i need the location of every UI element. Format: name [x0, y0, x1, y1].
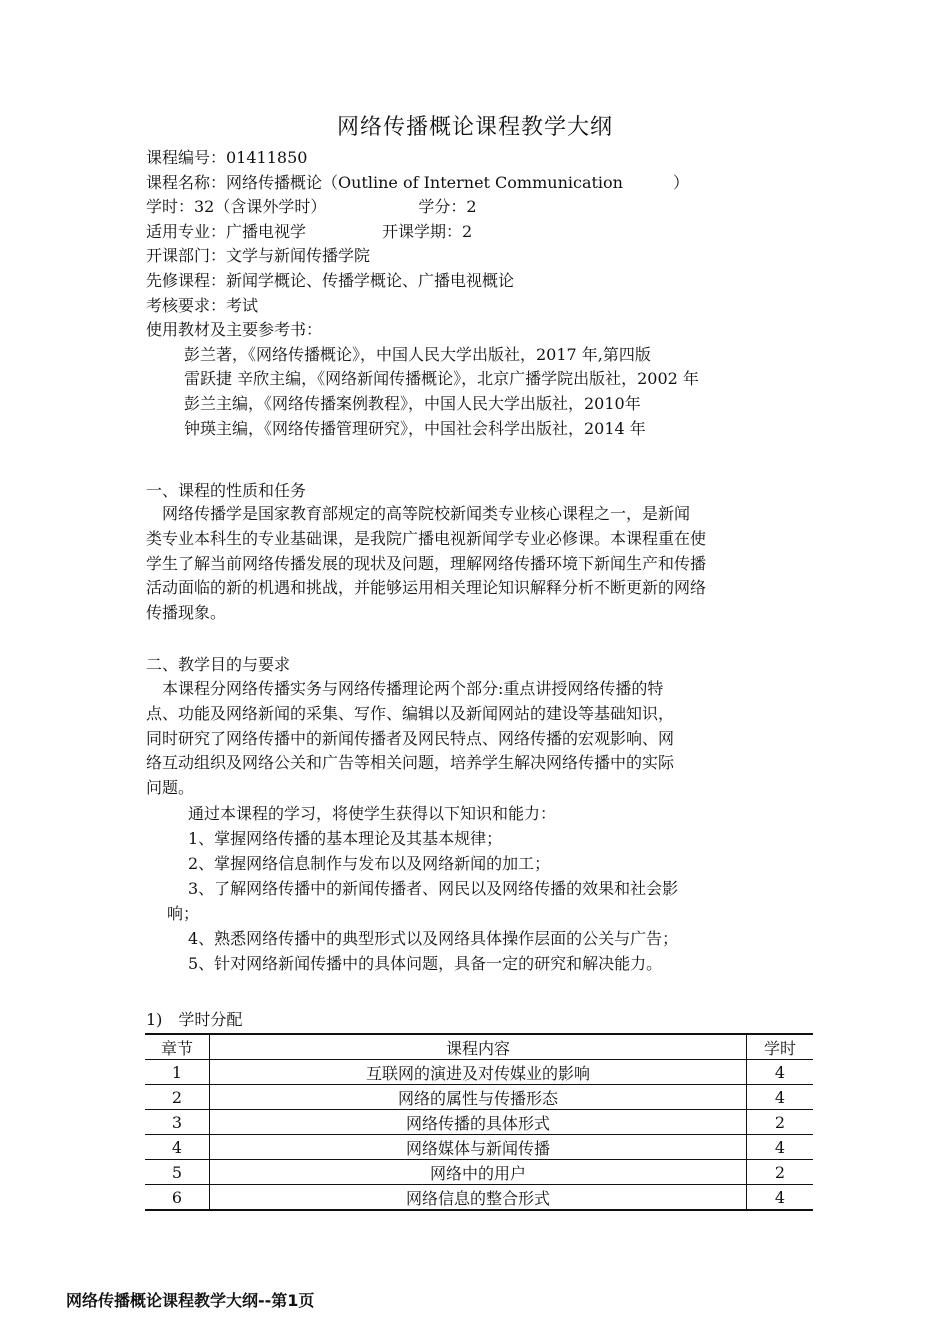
course-credits: 学分：2 — [418, 197, 477, 217]
cell-content: 网络的属性与传播形态 — [210, 1085, 747, 1110]
goals-intro: 通过本课程的学习，将使学生获得以下知识和能力： — [188, 804, 557, 823]
paragraph-line: 网络传播学是国家教育部规定的高等院校新闻类专业核心课程之一，是新闻 — [146, 504, 691, 523]
cell-chapter: 6 — [145, 1185, 210, 1211]
cell-content: 网络媒体与新闻传播 — [210, 1135, 747, 1160]
cell-hours: 4 — [747, 1185, 814, 1211]
cell-hours: 2 — [747, 1160, 814, 1185]
paragraph-line: 类专业本科生的专业基础课，是我院广播电视新闻学专业必修课。本课程重在使 — [146, 528, 707, 548]
section-1-body — [146, 502, 810, 626]
major-semester-row — [146, 220, 699, 245]
paragraph-line: 传播现象。 — [146, 603, 227, 623]
reference-item: 彭兰著，《网络传播概论》，中国人民大学出版社，2017 年,第四版 — [184, 344, 651, 364]
course-department: 开课部门：文学与新闻传播学院 — [146, 246, 371, 266]
table-row — [145, 1085, 813, 1110]
cell-chapter: 4 — [145, 1135, 210, 1160]
section-1-heading: 一、课程的性质和任务 — [146, 481, 307, 500]
cell-hours: 4 — [747, 1135, 814, 1160]
goal-item: 1、掌握网络传播的基本理论及其基本规律； — [188, 829, 503, 848]
header-chapter: 章节 — [145, 1034, 210, 1060]
reference-item: 钟瑛主编，《网络传播管理研究》，中国社会科学出版社，2014 年 — [184, 418, 646, 438]
course-code: 课程编号：01411850 — [146, 148, 308, 167]
header-content: 课程内容 — [210, 1034, 747, 1060]
table-row — [145, 1060, 813, 1085]
section-2-heading: 二、教学目的与要求 — [146, 655, 291, 674]
paragraph-line: 学生了解当前网络传播发展的现状及问题，理解网络传播环境下新闻生产和传播 — [146, 553, 707, 573]
reference-item: 雷跃捷 辛欣主编，《网络新闻传播概论》，北京广播学院出版社，2002 年 — [184, 369, 699, 389]
paragraph-line: 同时研究了网络传播中的新闻传播者及网民特点、网络传播的宏观影响、网 — [146, 728, 675, 748]
goal-item-continuation: 响； — [167, 904, 200, 923]
section-2-body — [146, 677, 810, 801]
course-prerequisites: 先修课程：新闻学概论、传播学概论、广播电视概论 — [146, 270, 515, 290]
hours-table — [145, 1033, 813, 1211]
cell-hours: 4 — [747, 1060, 814, 1085]
header-hours: 学时 — [747, 1034, 814, 1060]
course-meta — [146, 146, 699, 441]
cell-chapter: 1 — [145, 1060, 210, 1085]
course-name-close: ） — [672, 172, 689, 192]
table-row — [145, 1110, 813, 1135]
table-header-row — [145, 1034, 813, 1060]
course-major: 适用专业：广播电视学 — [146, 221, 307, 241]
course-name: 课程名称：网络传播概论（Outline of Internet Communication — [146, 172, 623, 192]
course-name-row — [146, 171, 699, 196]
paragraph-line: 本课程分网络传播实务与网络传播理论两个部分:重点讲授网络传播的特 — [146, 679, 664, 698]
cell-content: 网络中的用户 — [210, 1160, 747, 1185]
table-row — [145, 1185, 813, 1211]
course-semester: 开课学期：2 — [382, 221, 473, 241]
paragraph-line: 点、功能及网络新闻的采集、写作、编辑以及新闻网站的建设等基础知识， — [146, 703, 675, 723]
goal-item: 4、熟悉网络传播中的典型形式以及网络具体操作层面的公关与广告； — [188, 929, 679, 948]
course-hours: 学时：32（含课外学时） — [146, 197, 327, 217]
goal-item: 3、了解网络传播中的新闻传播者、网民以及网络传播的效果和社会影 — [188, 879, 679, 898]
textbooks-label: 使用教材及主要参考书： — [146, 320, 323, 340]
table-row — [145, 1160, 813, 1185]
course-assessment: 考核要求：考试 — [146, 295, 259, 315]
cell-content: 网络传播的具体形式 — [210, 1110, 747, 1135]
cell-chapter: 3 — [145, 1110, 210, 1135]
goal-item: 2、掌握网络信息制作与发布以及网络新闻的加工； — [188, 854, 551, 873]
page-footer: 网络传播概论课程教学大纲--第1页 — [66, 1291, 315, 1310]
hours-table-label: 1) 学时分配 — [146, 1010, 243, 1029]
cell-chapter: 2 — [145, 1085, 210, 1110]
reference-item: 彭兰主编，《网络传播案例教程》，中国人民大学出版社，2010年 — [184, 393, 641, 413]
paragraph-line: 活动面临的新的机遇和挑战，并能够运用相关理论知识解释分析不断更新的网络 — [146, 578, 707, 598]
goal-item: 5、针对网络新闻传播中的具体问题，具备一定的研究和解决能力。 — [188, 954, 663, 973]
paragraph-line: 络互动组织及网络公关和广告等相关问题，培养学生解决网络传播中的实际 — [146, 753, 675, 773]
paragraph-line: 问题。 — [146, 778, 195, 798]
cell-hours: 4 — [747, 1085, 814, 1110]
table-row — [145, 1135, 813, 1160]
cell-content: 网络信息的整合形式 — [210, 1185, 747, 1211]
cell-hours: 2 — [747, 1110, 814, 1135]
reference-list — [184, 343, 699, 441]
document-title: 网络传播概论课程教学大纲 — [336, 115, 613, 140]
hours-credits-row — [146, 195, 699, 220]
cell-content: 互联网的演进及对传媒业的影响 — [210, 1060, 747, 1085]
cell-chapter: 5 — [145, 1160, 210, 1185]
